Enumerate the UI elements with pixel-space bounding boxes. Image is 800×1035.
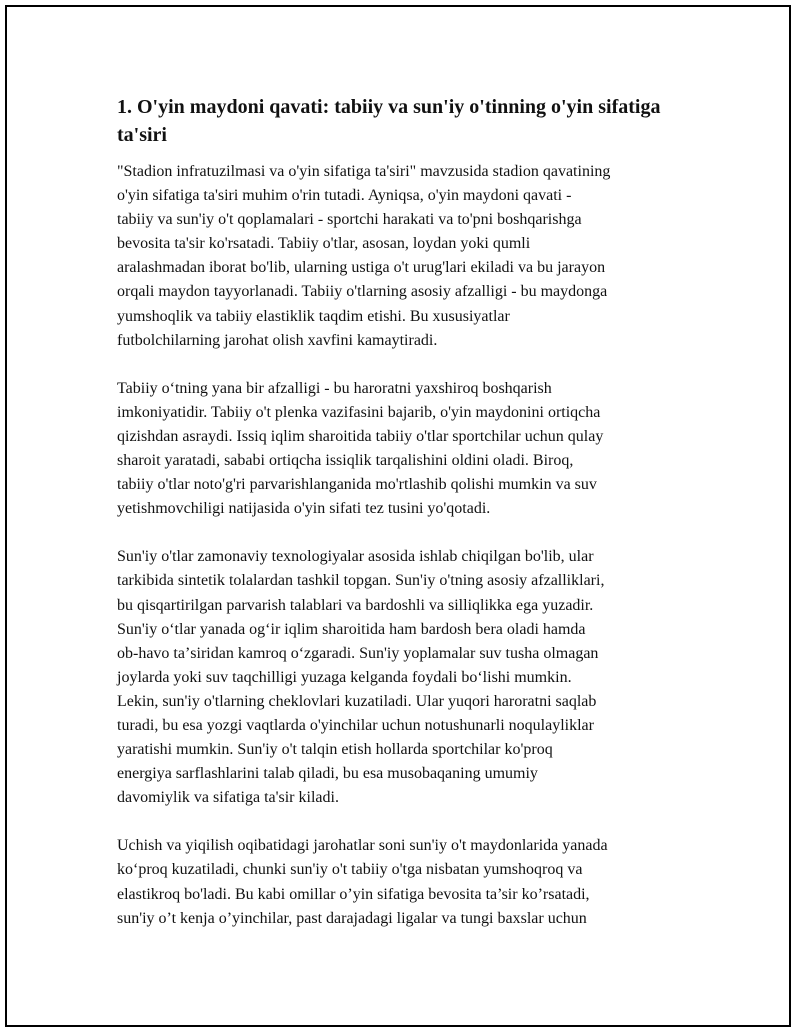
paragraph-2: Tabiiy oʻtning yana bir afzalligi - bu haroratni yaxshiroq boshqarish imkoniyatidir. Tabiiy o't plenka vazifasini bajarib, o'yin maydonini ortiqcha qizishdan asraydi. Issiq iqlim sharoitida tabiiy o'tlar sportchilar uchun qulay sharoit yaratadi, sababi ortiqcha issiqlik tarqalishini oldini oladi. Biroq, tabiiy o'tlar noto'g'ri parvarishlanganida mo'rtlashib qolishi mumkin va suv yetishmovchiligi natijasida o'yin sifati tez tusini yo'qotadi. [117,379,604,518]
paragraph-4: Uchish va yiqilish oqibatidagi jarohatlar soni sun'iy o't maydonlarida yanada koʻproq kuzatiladi, chunki sun'iy o't tabiiy o'tga nisbatan yumshoqroq va elastikroq bo'ladi. Bu kabi omillar o’yin sifatiga bevosita ta’sir ko’rsatadi, sun'iy o’t kenja o’yinchilar, past darajadagi ligalar va tungi baxslar uchun [117,837,608,927]
section-heading: 1. O'yin maydoni qavati: tabiiy va sun'iy o'tinning o'yin sifatiga ta'siri [117,96,661,146]
paragraph-3: Sun'iy o'tlar zamonaviy texnologiyalar asosida ishlab chiqilgan bo'lib, ular tarkibida sintetik tolalardan tashkil topgan. Sun'iy o'tning asosiy afzalliklari, bu qisqartirilgan parvarish talablari va bardoshli va silliqlikka ega yuzadir. Sun'iy oʻtlar yanada ogʻir iqlim sharoitida ham bardosh bera oladi hamda ob-havo taʼsiridan kamroq oʻzgaradi. Sun'iy yoplamalar suv tusha olmagan joylarda yoki suv taqchilligi yuzaga kelganda foydali boʻlishi mumkin. Lekin, sun'iy o'tlarning cheklovlari kuzatiladi. Ular yuqori haroratni saqlab turadi, bu esa yozgi vaqtlarda o'yinchilar uchun notushunarli noqulayliklar yaratishi mumkin. Sun'iy o't talqin etish hollarda sportchilar ko'proq energiya sarflashlarini talab qiladi, bu esa musobaqaning umumiy davomiylik va sifatiga ta'sir kiladi. [117,548,605,807]
document-body [117,93,697,955]
paragraph-1: "Stadion infratuzilmasi va o'yin sifatiga ta'siri" mavzusida stadion qavatining o'yin sifatiga ta'siri muhim o'rin tutadi. Ayniqsa, o'yin maydoni qavati - tabiiy va sun'iy o't qoplamalari - sportchi harakati va to'pni boshqarishga bevosita ta'sir ko'rsatadi. Tabiiy o'tlar, asosan, loydan yoki qumli aralashmadan iborat bo'lib, ularning ustiga o't urug'lari ekiladi va bu jarayon orqali maydon tayyorlanadi. Tabiiy o'tlarning asosiy afzalligi - bu maydonga yumshoqlik va tabiiy elastiklik taqdim etishi. Bu xususiyatlar futbolchilarning jarohat olish xavfini kamaytiradi. [117,163,611,349]
